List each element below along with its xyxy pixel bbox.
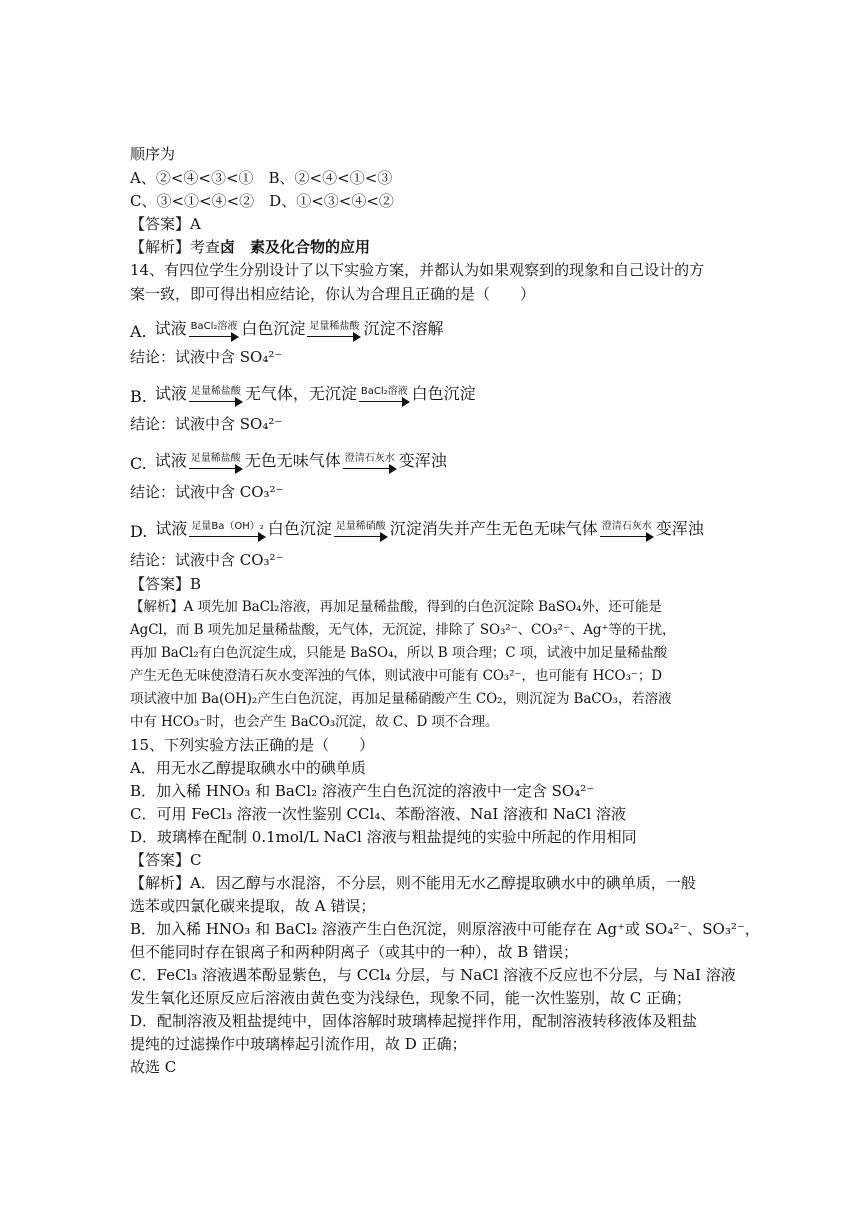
scheme-step: 试液: [154, 384, 187, 403]
scheme-step: 变浑浊: [398, 451, 447, 470]
scheme-step: 无气体，无沉淀: [244, 384, 357, 403]
scheme-step: 变浑浊: [655, 519, 704, 538]
q14-stem-line-1: 14、有四位学生分别设计了以下实验方案，并都认为如果观察到的现象和自己设计的方: [130, 261, 705, 279]
reagent-label: 足量稀盐酸: [190, 453, 241, 464]
q13-answer: 【答案】A: [130, 215, 201, 233]
scheme-step: 白色沉淀: [411, 384, 476, 403]
reagent-label: BaCl₂溶液: [360, 386, 408, 397]
arrow-icon: [334, 533, 388, 541]
reaction-arrow: [189, 453, 243, 473]
scheme-step: 沉淀消失并产生无色无味气体: [389, 519, 598, 538]
scheme-a-conclusion: 结论：试液中含 SO₄²⁻: [130, 348, 283, 366]
scheme-c: [130, 441, 447, 473]
scheme-label: D.: [130, 522, 148, 541]
q14-analysis-line: 中有 HCO₃⁻时，也会产生 BaCO₃沉淀，故 C、D 项不合理。: [130, 714, 499, 730]
reaction-arrow: [189, 386, 243, 406]
reaction-arrow: [334, 521, 388, 541]
q13-analysis-prefix: 【解析】考查: [130, 238, 221, 256]
arrow-icon: [343, 465, 397, 473]
q15-analysis-line: 发生氧化还原反应后溶液由黄色变为浅绿色，现象不同，能一次性鉴别，故 C 正确；: [130, 989, 692, 1007]
scheme-c-conclusion: 结论：试液中含 CO₃²⁻: [130, 483, 284, 501]
q13-options-cd: C、③<①<④<② D、①<③<④<②: [130, 192, 394, 210]
scheme-step: 白色沉淀: [267, 519, 332, 538]
arrow-icon: [307, 333, 361, 341]
scheme-label: B.: [130, 387, 147, 406]
scheme-b: [130, 374, 476, 406]
q15-analysis-line: C．FeCl₃ 溶液遇苯酚显紫色，与 CCl₄ 分层，与 NaCl 溶液不反应也不分层，与 NaI 溶液: [130, 966, 736, 984]
q14-analysis-line: 再加 BaCl₂有白色沉淀生成，只能是 BaSO₄，所以 B 项合理；C 项，试液中加足量稀盐酸: [130, 645, 668, 661]
reagent-label: 足量稀盐酸: [309, 321, 360, 332]
reaction-arrow: [600, 521, 654, 541]
q15-analysis-line: 选苯或四氯化碳来提取，故 A 错误；: [130, 897, 376, 915]
q14-analysis-line: 项试液中加 Ba(OH)₂产生白色沉淀，再加足量稀硝酸产生 CO₂，则沉淀为 BaCO₃，若溶液: [130, 691, 672, 707]
q14-analysis-line: 【解析】A 项先加 BaCl₂溶液，再加足量稀盐酸，得到的白色沉淀除 BaSO₄外，还可能是: [130, 599, 662, 615]
reaction-arrow: [359, 386, 410, 406]
q14-stem-line-2: 案一致，即可得出相应结论，你认为合理且正确的是（ ）: [130, 285, 536, 303]
scheme-step: 试液: [154, 319, 187, 338]
reagent-label: 澄清石灰水: [344, 453, 395, 464]
reagent-label: 澄清石灰水: [601, 521, 652, 532]
q13-analysis-bold: 卤 素及化合物的应用: [220, 238, 371, 256]
q15-answer: 【答案】C: [130, 851, 202, 869]
scheme-step: 沉淀不溶解: [363, 319, 444, 338]
q15-analysis-line: 但不能同时存在银离子和两种阴离子（或其中的一种），故 B 错误；: [130, 943, 579, 961]
scheme-step: 试液: [154, 451, 187, 470]
arrow-icon: [600, 533, 654, 541]
q15-analysis-line: 提纯的过滤操作中玻璃棒起引流作用，故 D 正确；: [130, 1035, 467, 1053]
scheme-d: [130, 509, 704, 541]
scheme-step: 试液: [155, 519, 188, 538]
reagent-label: 足量稀硝酸: [335, 521, 386, 532]
scheme-step: 无色无味气体: [244, 451, 341, 470]
reaction-arrow: [189, 321, 240, 341]
reagent-label: 足量稀盐酸: [190, 386, 241, 397]
scheme-a: [130, 309, 443, 341]
q13-analysis: [130, 236, 740, 258]
q14-analysis-line: AgCl，而 B 项先加足量稀盐酸，无气体，无沉淀，排除了 SO₃²⁻、CO₃²⁻、Ag⁺等的干扰，: [130, 622, 676, 638]
q15-option: D．玻璃棒在配制 0.1mol/L NaCl 溶液与粗盐提纯的实验中所起的作用相同: [130, 828, 637, 846]
reaction-arrow: [343, 453, 397, 473]
reagent-label: BaCl₂溶液: [190, 321, 238, 332]
reagent-label: 足量Ba（OH）₂: [191, 521, 264, 532]
q15-option: B．加入稀 HNO₃ 和 BaCl₂ 溶液产生白色沉淀的溶液中一定含 SO₄²⁻: [130, 782, 595, 800]
q14-analysis-line: 产生无色无味使澄清石灰水变浑浊的气体，则试液中可能有 CO₃²⁻，也可能有 HCO₃⁻；D: [130, 668, 662, 684]
q15-analysis-line: B．加入稀 HNO₃ 和 BaCl₂ 溶液产生白色沉淀，则原溶液中可能存在 Ag⁺或 SO₄²⁻、SO₃²⁻，: [130, 920, 760, 938]
scheme-step: 白色沉淀: [241, 319, 306, 338]
q14-answer: 【答案】B: [130, 575, 202, 593]
arrow-icon: [359, 398, 410, 406]
arrow-icon: [189, 465, 243, 473]
scheme-label: C.: [130, 454, 147, 473]
reaction-arrow: [189, 521, 265, 541]
q15-analysis-line: D．配制溶液及粗盐提纯中，固体溶解时玻璃棒起搅拌作用，配制溶液转移液体及粗盐: [130, 1012, 698, 1030]
reaction-arrow: [307, 321, 361, 341]
arrow-icon: [189, 398, 243, 406]
intro-text: 顺序为: [130, 145, 176, 163]
q13-options-ab: A、②<④<③<① B、②<④<①<③: [130, 169, 393, 187]
arrow-icon: [189, 333, 240, 341]
arrow-icon: [189, 533, 265, 541]
q15-analysis-line: 【解析】A．因乙醇与水混溶，不分层，则不能用无水乙醇提取碘水中的碘单质，一般: [130, 874, 696, 892]
q15-analysis-line: 故选 C: [130, 1058, 177, 1076]
scheme-label: A.: [130, 322, 147, 341]
q15-option: A．用无水乙醇提取碘水中的碘单质: [130, 759, 366, 777]
q15-option: C．可用 FeCl₃ 溶液一次性鉴别 CCl₄、苯酚溶液、NaI 溶液和 NaCl 溶液: [130, 805, 626, 823]
scheme-d-conclusion: 结论：试液中含 CO₃²⁻: [130, 551, 284, 569]
scheme-b-conclusion: 结论：试液中含 SO₄²⁻: [130, 415, 283, 433]
q15-stem: 15、下列实验方法正确的是（ ）: [130, 736, 375, 754]
